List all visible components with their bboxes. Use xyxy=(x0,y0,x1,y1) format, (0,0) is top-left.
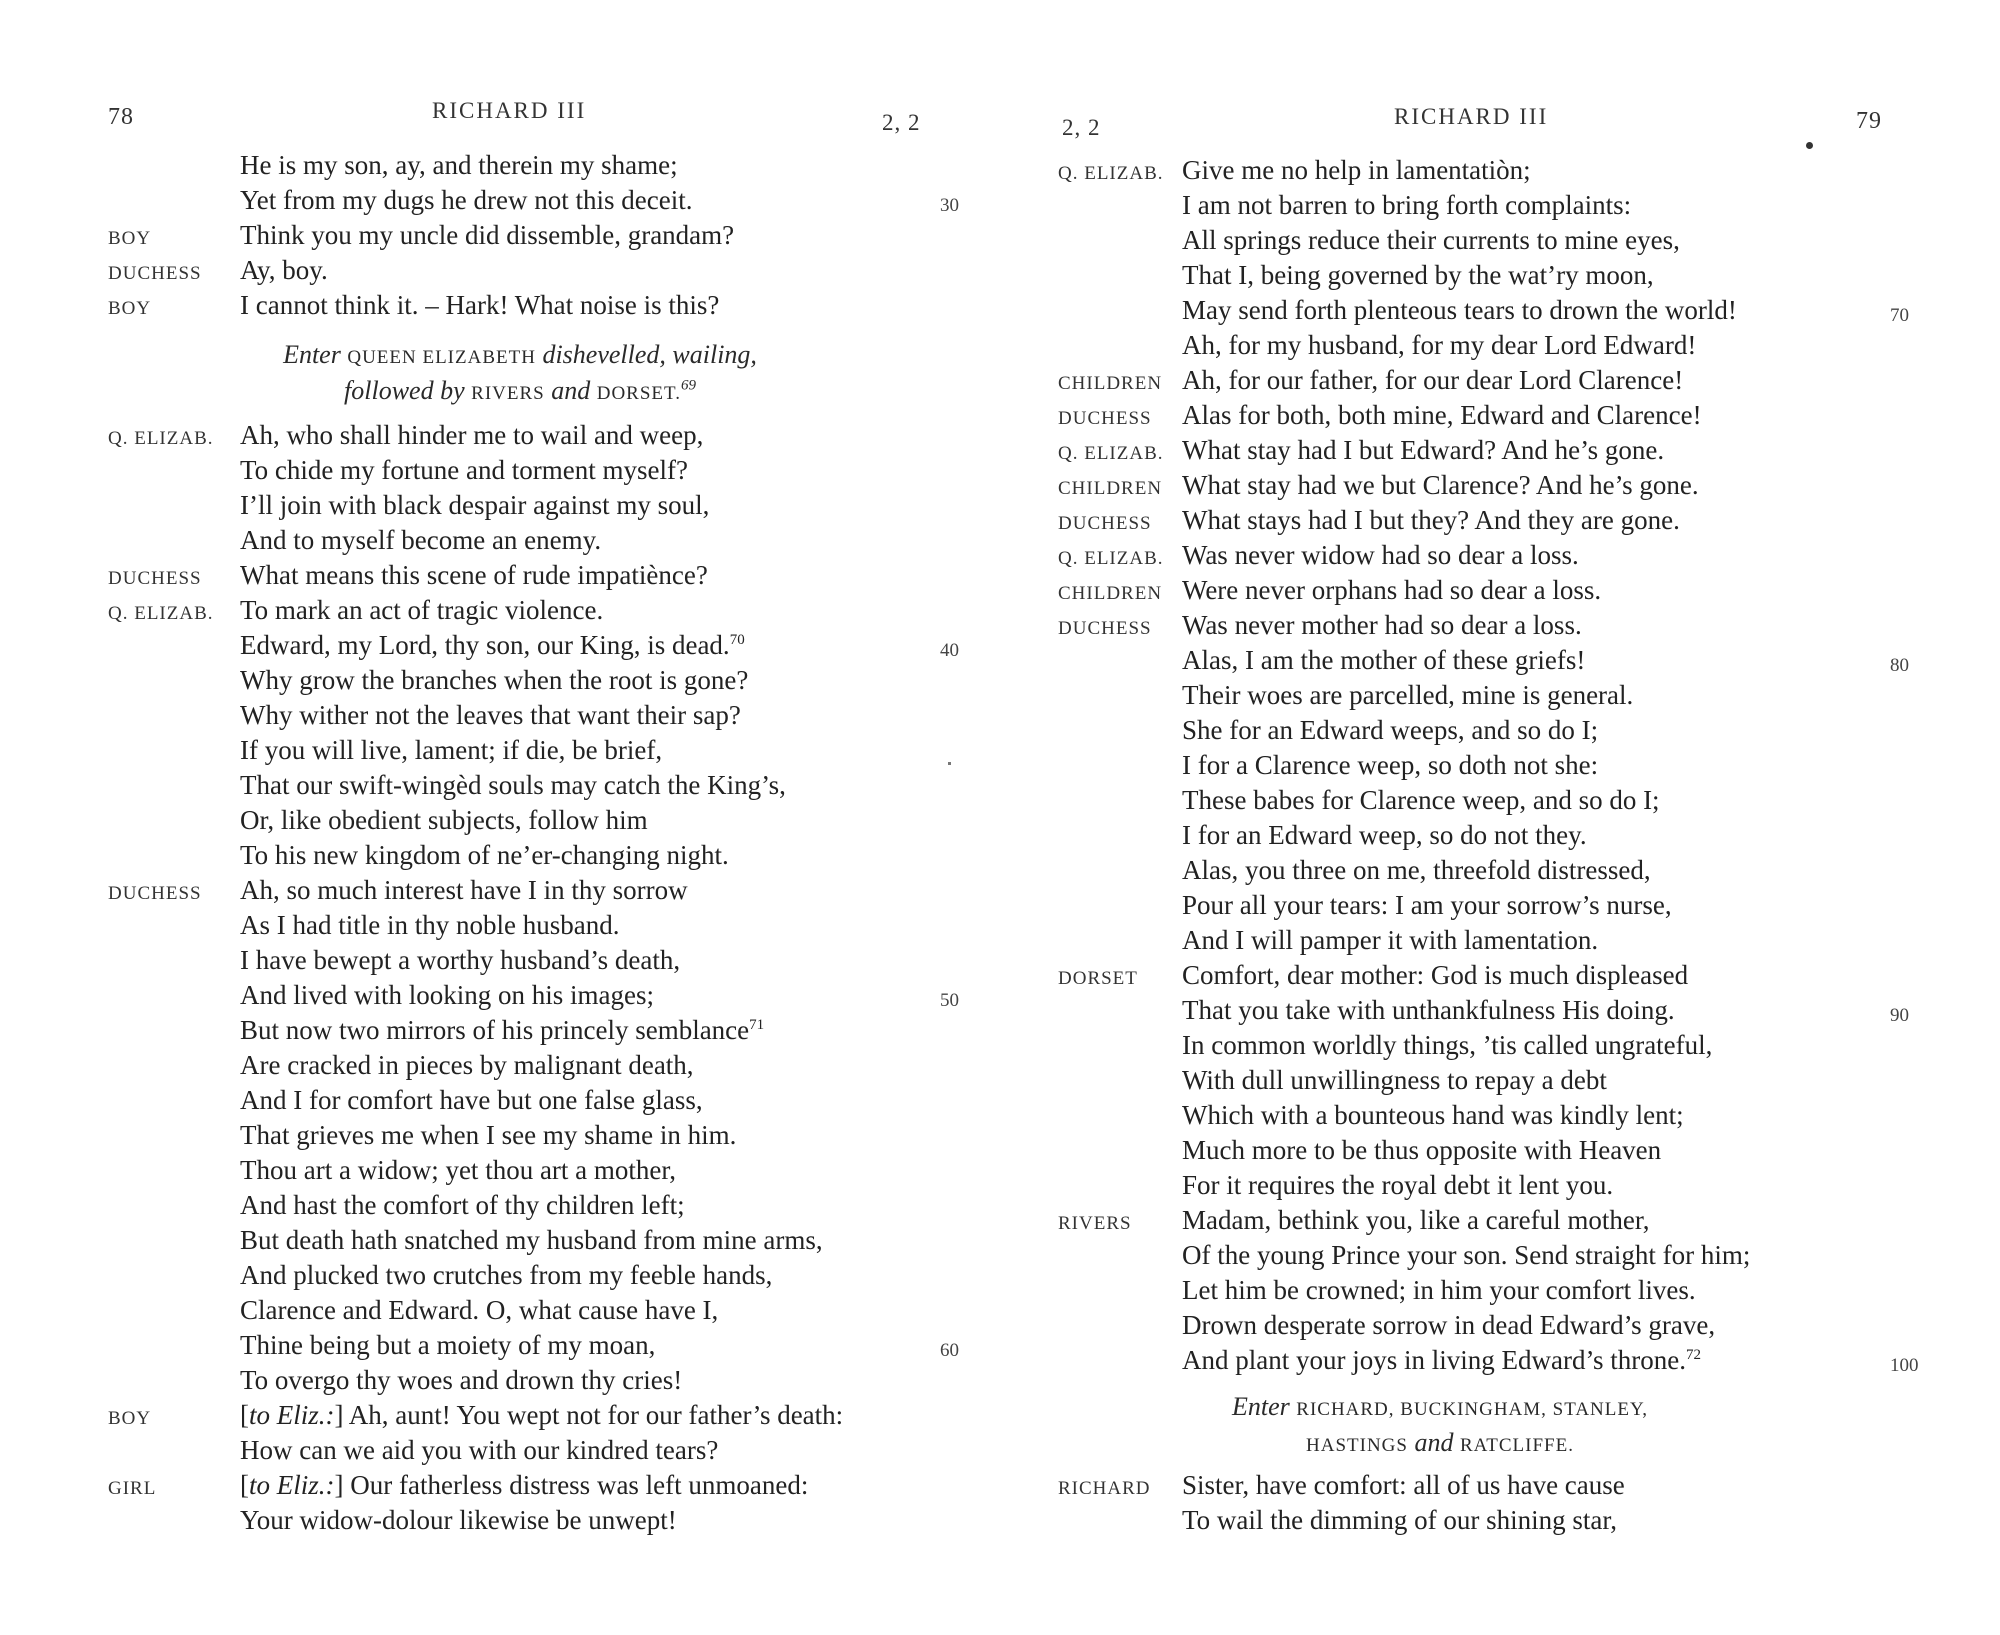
verse-text: [to Eliz.:] Our fatherless distress was left unmoaned: xyxy=(240,1470,809,1500)
verse-text-content: I am not barren to bring forth complaints: xyxy=(1182,190,1632,220)
verse-line xyxy=(0,1225,1000,1261)
verse-line xyxy=(0,1155,1000,1191)
verse-text xyxy=(1182,330,1696,361)
verse-text xyxy=(1182,1240,1750,1271)
verse-text xyxy=(1182,610,1582,641)
verse-line xyxy=(0,875,1000,911)
verse-text-content: What stay had I but Edward? And he’s gone. xyxy=(1182,435,1665,465)
verse-text-content: Comfort, dear mother: God is much displeased xyxy=(1182,960,1689,990)
verse-line xyxy=(1000,995,2000,1031)
sd-enter: Enter xyxy=(283,340,341,369)
verse-text-content: Their woes are parcelled, mine is general. xyxy=(1182,680,1634,710)
footnote-ref: 70 xyxy=(729,632,745,648)
verse-text-content: For it requires the royal debt it lent you. xyxy=(1182,1170,1614,1200)
verse-line xyxy=(0,1435,1000,1471)
verse-text xyxy=(240,490,709,521)
line-number: 80 xyxy=(1890,655,1909,676)
verse-text xyxy=(1182,505,1680,536)
verse-text-content: Are cracked in pieces by malignant death, xyxy=(240,1050,694,1080)
verse-text xyxy=(1182,1135,1661,1166)
verse-text-content: Much more to be thus opposite with Heaven xyxy=(1182,1135,1662,1165)
verse-line xyxy=(0,150,1000,186)
verse-text xyxy=(240,420,703,451)
sd-dishevelled: dishevelled, wailing, xyxy=(542,340,757,369)
verse-text xyxy=(1182,190,1631,221)
verse-line xyxy=(0,1260,1000,1296)
verse-text-content: Or, like obedient subjects, follow him xyxy=(240,805,648,835)
verse-text xyxy=(240,595,603,626)
verse-text xyxy=(240,1155,676,1186)
verse-text-content: To overgo thy woes and drown thy cries! xyxy=(240,1365,683,1395)
verse-text-content: Thou art a widow; yet thou art a mother, xyxy=(240,1155,677,1185)
verse-text xyxy=(240,290,719,321)
verse-text xyxy=(240,1120,736,1151)
verse-text xyxy=(1182,260,1654,291)
verse-text xyxy=(1182,1065,1607,1096)
verse-line xyxy=(1000,890,2000,926)
speaker-name: BOY xyxy=(108,228,152,249)
verse-line xyxy=(0,700,1000,736)
verse-line xyxy=(0,420,1000,456)
sd-queen: QUEEN ELIZABETH xyxy=(347,347,536,368)
sd-hastings: HASTINGS xyxy=(1306,1435,1408,1456)
verse-text xyxy=(1182,155,1531,186)
sd-names-1: RICHARD, BUCKINGHAM, STANLEY, xyxy=(1296,1399,1648,1420)
verse-text-content: Was never widow had so dear a loss. xyxy=(1182,540,1579,570)
verse-text-content: As I had title in thy noble husband. xyxy=(240,910,620,940)
verse-line xyxy=(0,630,1000,666)
verse-text-content: That you take with unthankfulness His doing. xyxy=(1182,995,1675,1025)
verse-text xyxy=(1182,715,1598,746)
line-number: 30 xyxy=(940,195,959,216)
verse-text xyxy=(1182,1030,1712,1061)
verse-text xyxy=(240,980,654,1011)
verse-text-content: How can we aid you with our kindred tears? xyxy=(240,1435,719,1465)
verse-text-content: What means this scene of rude impatiènce? xyxy=(240,560,708,590)
verse-text-content: Madam, bethink you, like a careful mother, xyxy=(1182,1205,1650,1235)
speaker-name: Q. ELIZAB. xyxy=(1058,548,1164,569)
verse-line xyxy=(1000,1275,2000,1311)
speaker-name: CHILDREN xyxy=(1058,373,1163,394)
verse-text-content: Ah, aunt! You wept not for our father’s death: xyxy=(343,1400,844,1430)
verse-text-content: Were never orphans had so dear a loss. xyxy=(1182,575,1602,605)
footnote-ref: 72 xyxy=(1685,1347,1701,1363)
verse-text-content: Thine being but a moiety of my moan, xyxy=(240,1330,656,1360)
verse-text-content: I have bewept a worthy husband’s death, xyxy=(240,945,681,975)
verse-text xyxy=(1182,295,1737,326)
verse-text xyxy=(240,1050,694,1081)
verse-line xyxy=(1000,960,2000,996)
verse-text xyxy=(240,875,688,906)
verse-text-content: Ay, boy. xyxy=(240,255,328,285)
verse-line xyxy=(0,1120,1000,1156)
verse-line xyxy=(1000,1065,2000,1101)
verse-line xyxy=(1000,750,2000,786)
verse-text-content: And hast the comfort of thy children left; xyxy=(240,1190,685,1220)
verse-text xyxy=(240,1190,685,1221)
verse-text xyxy=(1182,645,1585,676)
verse-line xyxy=(1000,575,2000,611)
sd-dorset: DORSET. xyxy=(596,383,681,404)
verse-line xyxy=(0,185,1000,221)
verse-text-content: I for a Clarence weep, so doth not she: xyxy=(1182,750,1599,780)
verse-text xyxy=(240,1015,764,1046)
speaker-name: CHILDREN xyxy=(1058,583,1163,604)
verse-line xyxy=(1000,1030,2000,1066)
verse-line xyxy=(1000,1135,2000,1171)
speaker-name: DUCHESS xyxy=(108,263,202,284)
verse-line xyxy=(1000,1505,2000,1541)
speaker-name: DORSET xyxy=(1058,968,1138,989)
verse-line xyxy=(1000,1170,2000,1206)
verse-text-content: Ah, for my husband, for my dear Lord Edward! xyxy=(1182,330,1697,360)
verse-text xyxy=(1182,855,1651,886)
verse-line xyxy=(0,840,1000,876)
verse-text-content: Think you my uncle did dissemble, grandam? xyxy=(240,220,735,250)
verse-text-content: And plant your joys in living Edward’s throne. xyxy=(1182,1345,1686,1375)
verse-text xyxy=(1182,785,1660,816)
verse-text-content: To mark an act of tragic violence. xyxy=(240,595,604,625)
sd-enter: Enter xyxy=(1232,1392,1290,1421)
verse-line xyxy=(0,560,1000,596)
verse-text-content: To chide my fortune and torment myself? xyxy=(240,455,688,485)
verse-text xyxy=(240,1225,823,1256)
verse-line xyxy=(0,595,1000,631)
verse-text xyxy=(240,185,692,216)
right-page xyxy=(1000,0,2000,1635)
verse-text xyxy=(1182,575,1601,606)
verse-text xyxy=(1182,470,1699,501)
verse-line xyxy=(1000,1310,2000,1346)
verse-line xyxy=(1000,470,2000,506)
verse-text-content: She for an Edward weeps, and so do I; xyxy=(1182,715,1599,745)
verse-line xyxy=(1000,645,2000,681)
verse-line xyxy=(1000,435,2000,471)
verse-line xyxy=(1000,260,2000,296)
verse-line xyxy=(0,770,1000,806)
verse-text-content: Alas for both, both mine, Edward and Clarence! xyxy=(1182,400,1702,430)
verse-line xyxy=(0,1365,1000,1401)
verse-text-content: And to myself become an enemy. xyxy=(240,525,602,555)
line-number: 60 xyxy=(940,1340,959,1361)
verse-line xyxy=(1000,610,2000,646)
speaker-name: DUCHESS xyxy=(1058,408,1152,429)
verse-text-content: Ah, who shall hinder me to wail and weep, xyxy=(240,420,704,450)
verse-text xyxy=(240,1260,772,1291)
verse-line xyxy=(1000,1100,2000,1136)
verse-line xyxy=(1000,715,2000,751)
verse-line xyxy=(1000,400,2000,436)
verse-line xyxy=(0,1050,1000,1086)
stage-direction xyxy=(250,340,790,406)
verse-line xyxy=(1000,1240,2000,1276)
verse-line xyxy=(0,525,1000,561)
sd-followed: followed by xyxy=(344,376,465,405)
verse-line xyxy=(1000,505,2000,541)
verse-text-content: And lived with looking on his images; xyxy=(240,980,654,1010)
sd-rivers: RIVERS xyxy=(471,383,545,404)
verse-text-content: These babes for Clarence weep, and so do I; xyxy=(1182,785,1660,815)
verse-line xyxy=(0,1470,1000,1506)
verse-line xyxy=(0,1295,1000,1331)
verse-line xyxy=(0,1505,1000,1541)
verse-text: [to Eliz.:] Ah, aunt! You wept not for our father’s death: xyxy=(240,1400,844,1430)
verse-line xyxy=(1000,1470,2000,1506)
verse-text-content: Alas, you three on me, threefold distressed, xyxy=(1182,855,1651,885)
sd-and: and xyxy=(1414,1428,1454,1457)
line-number: 50 xyxy=(940,990,959,1011)
verse-text xyxy=(240,1330,655,1361)
speaker-name: DUCHESS xyxy=(1058,618,1152,639)
running-title: RICHARD III xyxy=(1394,104,1549,129)
verse-text-content: Pour all your tears: I am your sorrow’s nurse, xyxy=(1182,890,1672,920)
verse-line xyxy=(0,220,1000,256)
verse-text xyxy=(1182,750,1598,781)
verse-line xyxy=(0,735,1000,771)
act-scene: 2, 2 xyxy=(882,110,921,135)
verse-text-content: I for an Edward weep, so do not they. xyxy=(1182,820,1587,850)
verse-line xyxy=(0,1015,1000,1051)
verse-line xyxy=(0,1400,1000,1436)
verse-text xyxy=(1182,1345,1701,1376)
verse-text-content: Why grow the branches when the root is gone? xyxy=(240,665,749,695)
verse-text xyxy=(240,1295,718,1326)
verse-line xyxy=(0,490,1000,526)
footnote-ref: 69 xyxy=(680,377,696,394)
stage-direction xyxy=(1170,1392,1710,1458)
inline-direction: to Eliz.: xyxy=(249,1470,335,1500)
verse-text xyxy=(240,1505,677,1536)
verse-text xyxy=(240,665,748,696)
verse-line xyxy=(0,805,1000,841)
verse-line xyxy=(0,910,1000,946)
verse-line xyxy=(1000,295,2000,331)
verse-text-content: All springs reduce their currents to mine eyes, xyxy=(1182,225,1680,255)
verse-text-content: What stay had we but Clarence? And he’s gone. xyxy=(1182,470,1699,500)
running-title: RICHARD III xyxy=(432,98,587,123)
verse-text xyxy=(240,560,708,591)
verse-text xyxy=(240,910,619,941)
verse-line xyxy=(1000,330,2000,366)
verse-text xyxy=(240,1435,718,1466)
page-speck xyxy=(1806,142,1813,149)
verse-line xyxy=(0,290,1000,326)
verse-text xyxy=(240,1365,682,1396)
verse-text-content: May send forth plenteous tears to drown the world! xyxy=(1182,295,1737,325)
verse-line xyxy=(0,1330,1000,1366)
verse-text-content: I’ll join with black despair against my soul, xyxy=(240,490,710,520)
sd-and: and xyxy=(551,376,591,405)
verse-text xyxy=(1182,1205,1650,1236)
verse-text-content: In common worldly things, ’tis called ungrateful, xyxy=(1182,1030,1713,1060)
verse-text-content: Let him be crowned; in him your comfort lives. xyxy=(1182,1275,1696,1305)
verse-text-content: But death hath snatched my husband from mine arms, xyxy=(240,1225,823,1255)
verse-text xyxy=(240,220,734,251)
speaker-name: RIVERS xyxy=(1058,1213,1132,1234)
line-number: 100 xyxy=(1890,1355,1919,1376)
verse-text-content: That grieves me when I see my shame in him. xyxy=(240,1120,737,1150)
verse-text xyxy=(1182,540,1579,571)
verse-text-content: Drown desperate sorrow in dead Edward’s grave, xyxy=(1182,1310,1716,1340)
verse-text xyxy=(1182,1170,1613,1201)
verse-text xyxy=(240,735,662,766)
speaker-name: Q. ELIZAB. xyxy=(1058,443,1164,464)
speaker-name: DUCHESS xyxy=(108,883,202,904)
verse-line xyxy=(0,980,1000,1016)
verse-line xyxy=(1000,925,2000,961)
verse-text xyxy=(1182,1310,1715,1341)
verse-text-content: He is my son, ay, and therein my shame; xyxy=(240,150,678,180)
verse-text-content: Give me no help in lamentatiòn; xyxy=(1182,155,1531,185)
verse-text-content: Edward, my Lord, thy son, our King, is dead. xyxy=(240,630,730,660)
verse-text-content: And I will pamper it with lamentation. xyxy=(1182,925,1599,955)
verse-text xyxy=(1182,435,1664,466)
verse-text-content: And I for comfort have but one false glass, xyxy=(240,1085,703,1115)
footnote-ref: 71 xyxy=(749,1017,765,1033)
verse-text-content: But now two mirrors of his princely semblance xyxy=(240,1015,750,1045)
verse-text xyxy=(240,1085,703,1116)
verse-text xyxy=(240,630,745,661)
sd-ratcliffe: RATCLIFFE. xyxy=(1459,1435,1574,1456)
line-number: 40 xyxy=(940,640,959,661)
verse-text xyxy=(240,945,680,976)
page-number: 78 xyxy=(108,104,134,130)
verse-line xyxy=(1000,540,2000,576)
verse-text-content: Ah, for our father, for our dear Lord Clarence! xyxy=(1182,365,1684,395)
verse-text xyxy=(1182,225,1680,256)
verse-text-content: Your widow-dolour likewise be unwept! xyxy=(240,1505,677,1535)
verse-line xyxy=(1000,225,2000,261)
verse-text-content: To wail the dimming of our shining star, xyxy=(1182,1505,1617,1535)
verse-text-content: With dull unwillingness to repay a debt xyxy=(1182,1065,1607,1095)
verse-text-content: I cannot think it. – Hark! What noise is this? xyxy=(240,290,720,320)
verse-text-content: Our fatherless distress was left unmoaned: xyxy=(343,1470,809,1500)
verse-text xyxy=(240,150,678,181)
verse-text-content: Of the young Prince your son. Send straight for him; xyxy=(1182,1240,1751,1270)
verse-line xyxy=(1000,1345,2000,1381)
verse-text-content: If you will live, lament; if die, be brief, xyxy=(240,735,663,765)
inline-direction: to Eliz.: xyxy=(249,1400,335,1430)
verse-text xyxy=(1182,680,1633,711)
speaker-name: DUCHESS xyxy=(108,568,202,589)
verse-line xyxy=(1000,190,2000,226)
verse-text-content: Which with a bounteous hand was kindly lent; xyxy=(1182,1100,1684,1130)
speaker-name: BOY xyxy=(108,298,152,319)
verse-text-content: Clarence and Edward. O, what cause have I, xyxy=(240,1295,719,1325)
verse-text xyxy=(1182,1470,1625,1501)
verse-text xyxy=(240,455,688,486)
verse-line xyxy=(1000,365,2000,401)
verse-text xyxy=(1182,995,1675,1026)
verse-text xyxy=(1182,1100,1684,1131)
verse-line xyxy=(1000,1205,2000,1241)
verse-text xyxy=(240,805,648,836)
verse-text-content: That I, being governed by the wat’ry moon, xyxy=(1182,260,1654,290)
verse-line xyxy=(1000,155,2000,191)
verse-text xyxy=(1182,890,1672,921)
verse-line xyxy=(1000,820,2000,856)
verse-text xyxy=(1182,820,1587,851)
speaker-name: GIRL xyxy=(108,1478,157,1499)
verse-text-content: And plucked two crutches from my feeble hands, xyxy=(240,1260,773,1290)
verse-text-content: Why wither not the leaves that want their sap? xyxy=(240,700,741,730)
verse-line xyxy=(1000,680,2000,716)
verse-text-content: Ah, so much interest have I in thy sorrow xyxy=(240,875,688,905)
verse-text xyxy=(1182,960,1688,991)
verse-text-content: To his new kingdom of ne’er-changing night. xyxy=(240,840,729,870)
speaker-name: Q. ELIZAB. xyxy=(1058,163,1164,184)
verse-text-content: Alas, I am the mother of these griefs! xyxy=(1182,645,1586,675)
verse-text-content: That our swift-wingèd souls may catch the King’s, xyxy=(240,770,786,800)
verse-line xyxy=(0,455,1000,491)
verse-text xyxy=(1182,365,1683,396)
page-speck xyxy=(948,762,951,765)
verse-line xyxy=(1000,785,2000,821)
verse-text xyxy=(1182,1275,1696,1306)
speaker-name: RICHARD xyxy=(1058,1478,1151,1499)
verse-line xyxy=(0,665,1000,701)
verse-line xyxy=(0,1085,1000,1121)
speaker-name: BOY xyxy=(108,1408,152,1429)
verse-text-content: Was never mother had so dear a loss. xyxy=(1182,610,1582,640)
verse-text xyxy=(1182,1505,1617,1536)
verse-text xyxy=(1182,925,1598,956)
verse-line xyxy=(1000,855,2000,891)
verse-text-content: What stays had I but they? And they are gone. xyxy=(1182,505,1680,535)
verse-line xyxy=(0,1190,1000,1226)
verse-text xyxy=(240,700,741,731)
speaker-name: DUCHESS xyxy=(1058,513,1152,534)
line-number: 70 xyxy=(1890,305,1909,326)
page-number: 79 xyxy=(1856,108,1882,134)
verse-line xyxy=(0,945,1000,981)
act-scene: 2, 2 xyxy=(1062,115,1101,140)
verse-text xyxy=(1182,400,1702,431)
speaker-name: Q. ELIZAB. xyxy=(108,603,214,624)
verse-text xyxy=(240,255,328,286)
verse-text-content: Yet from my dugs he drew not this deceit. xyxy=(240,185,693,215)
verse-line xyxy=(0,255,1000,291)
line-number: 90 xyxy=(1890,1005,1909,1026)
verse-text-content: Sister, have comfort: all of us have cause xyxy=(1182,1470,1625,1500)
verse-text xyxy=(240,770,786,801)
speaker-name: CHILDREN xyxy=(1058,478,1163,499)
verse-text xyxy=(240,840,729,871)
verse-text xyxy=(240,525,601,556)
speaker-name: Q. ELIZAB. xyxy=(108,428,214,449)
